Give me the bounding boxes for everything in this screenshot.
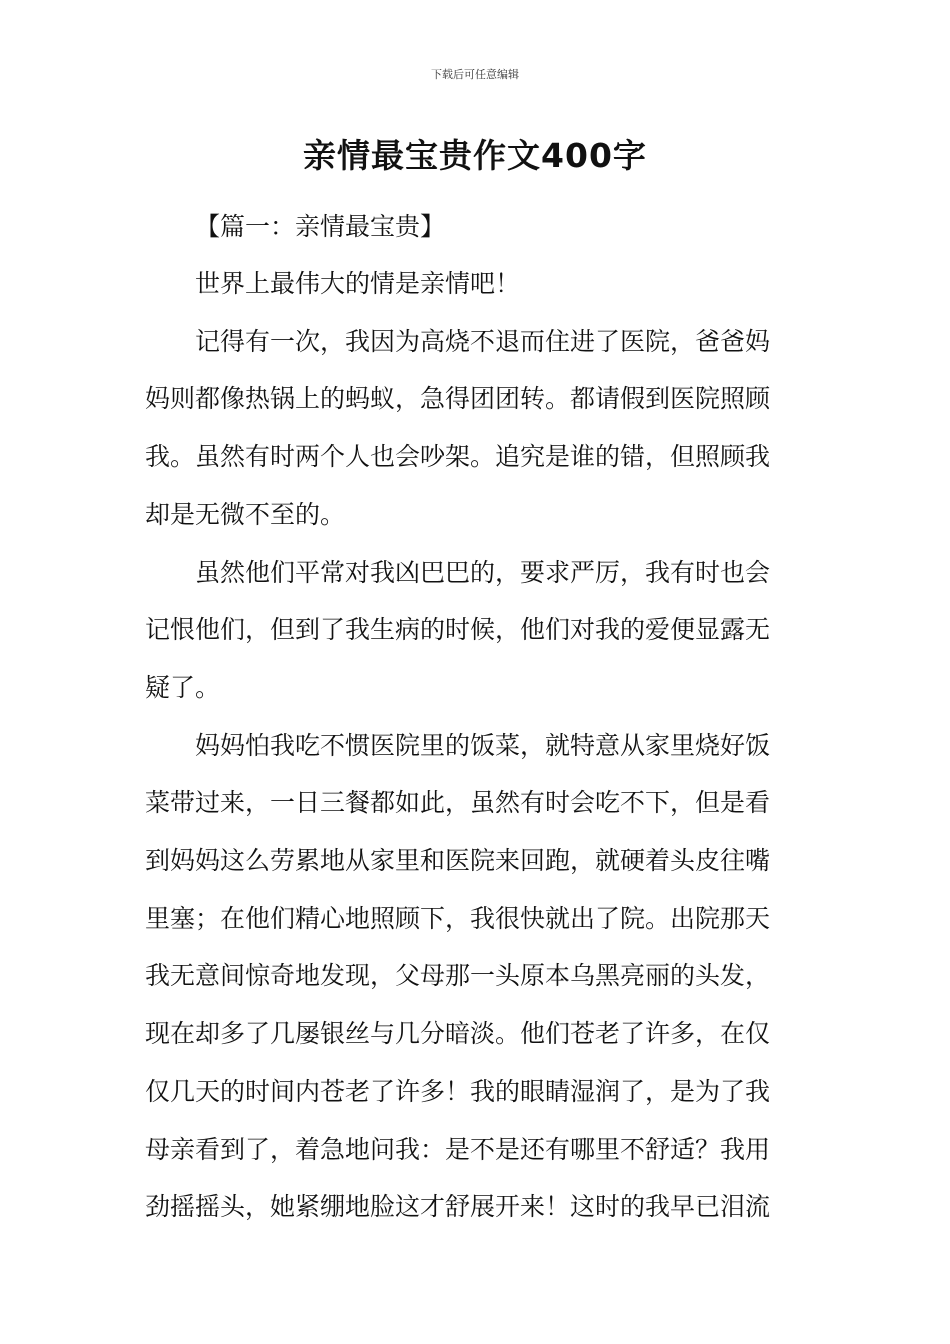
- header-note: 下载后可任意编辑: [431, 68, 519, 81]
- paragraph-3: 虽然他们平常对我凶巴巴的，要求严厉，我有时也会 记恨他们，但到了我生病的时候，他们对我的爱便显露无 疑了。: [145, 557, 771, 702]
- document-title: 亲情最宝贵作文400字: [303, 136, 647, 175]
- paragraph-4: 妈妈怕我吃不惯医院里的饭菜，就特意从家里烧好饭 菜带过来，一日三餐都如此，虽然有时会吃不下，但是看 到妈妈这么劳累地从家里和医院来回跑，就硬着头皮往嘴 里塞；在他们精心地照顾下，我很快就出了院。出院那天 我无意间惊奇地发现，父母那一头原本乌黑亮丽的头发， 现在却多了几屡银丝与几分暗淡。他们苍老了许多，在仅 仅几天的时间内苍老了许多！我的眼睛湿润了，是为了我 母亲看到了，着急地问我：是不是还有哪里不舒适？我用 劲摇摇头，她紧绷地脸这才舒展开来！这时的我早已泪流: [145, 730, 771, 1222]
- section-label: 【篇一：亲情最宝贵】: [195, 212, 446, 241]
- paragraph-2: 记得有一次，我因为高烧不退而住进了医院，爸爸妈 妈则都像热锅上的蚂蚁，急得团团转。都请假到医院照顾 我。虽然有时两个人也会吵架。追究是谁的错，但照顾我 却是无微不至的。: [145, 326, 771, 529]
- document-body: [145, 198, 807, 1236]
- paragraph-1: 世界上最伟大的情是亲情吧！: [195, 269, 521, 298]
